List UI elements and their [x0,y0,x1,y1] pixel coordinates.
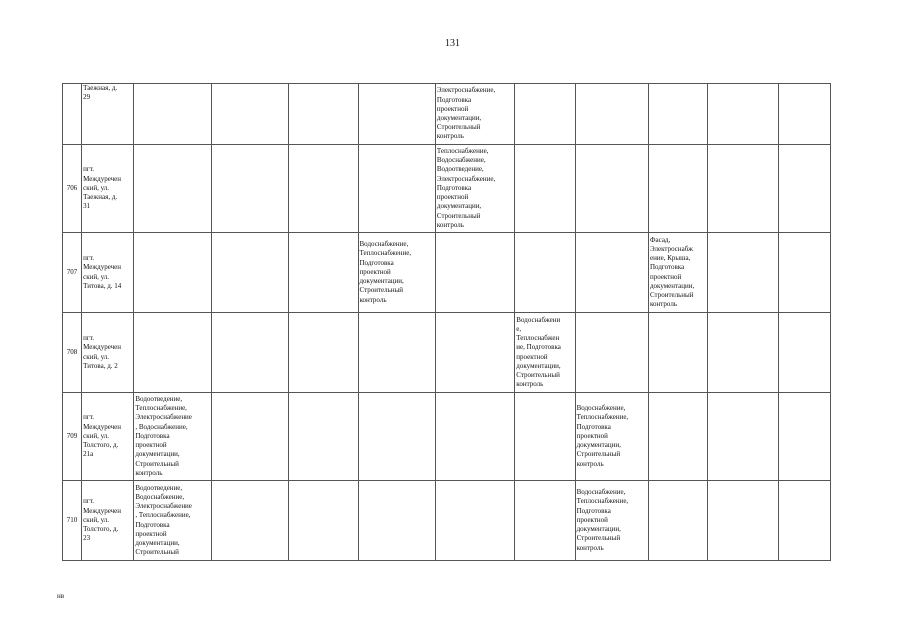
address-cell: Таежная, д. 29 [82,84,134,145]
work-cell [778,393,830,481]
row-number: 710 [63,481,82,561]
work-cell [575,233,648,313]
table-row [63,481,831,561]
work-cell [211,393,288,481]
work-cell [211,313,288,393]
work-cell [515,145,575,233]
work-cell [515,481,575,561]
work-cell [289,84,358,145]
row-number: 706 [63,145,82,233]
row-number: 708 [63,313,82,393]
work-cell [211,145,288,233]
address-cell: пгт. Междуречен ский, ул. Титова, д. 14 [82,233,134,313]
address-cell: пгт. Междуречен ский, ул. Толстого, д. 21а [82,393,134,481]
work-cell [211,84,288,145]
work-cell [211,481,288,561]
table-row [63,233,831,313]
address-cell: пгт. Междуречен ский, ул. Таежная, д. 31 [82,145,134,233]
work-cell [289,145,358,233]
work-cell [708,313,778,393]
work-cell: Водоснабжение, Теплоснабжение, Подготовка проектной документации, Строительный контроль [358,233,435,313]
address-cell: пгт. Междуречен ский, ул. Титова, д. 2 [82,313,134,393]
row-number [63,84,82,145]
work-cell [708,145,778,233]
work-cell [778,481,830,561]
work-cell: Теплоснабжение, Водоснабжение, Водоотведение, Электроснабжение, Подготовка проектной документации, Строительный контроль [435,145,514,233]
work-cell [515,393,575,481]
work-cell [211,233,288,313]
work-cell: Фасад, Электроснабж ение, Крыша, Подготовка проектной документации, Строительный контроль [648,233,707,313]
work-cell: Водоснабжени е, Теплоснабжен ие, Подготовка проектной документации, Строительный контроль [515,313,575,393]
work-cell [358,393,435,481]
work-cell [515,84,575,145]
table-row [63,145,831,233]
work-cell [134,233,211,313]
work-cell [435,233,514,313]
work-cell [134,313,211,393]
table-row [63,393,831,481]
work-cell [648,84,707,145]
row-number: 707 [63,233,82,313]
work-cell [515,233,575,313]
work-cell [289,233,358,313]
work-cell [648,145,707,233]
work-cell [289,313,358,393]
work-cell [134,145,211,233]
work-cell [778,233,830,313]
work-cell [708,233,778,313]
work-cell: Водоснабжение, Теплоснабжение, Подготовка проектной документации, Строительный контроль [575,393,648,481]
work-cell [435,313,514,393]
work-cell [708,481,778,561]
work-cell: Электроснабжение, Подготовка проектной документации, Строительный контроль [435,84,514,145]
work-cell [134,84,211,145]
work-cell [358,481,435,561]
work-cell [435,481,514,561]
work-cell [358,313,435,393]
work-cell [648,481,707,561]
work-cell [708,393,778,481]
work-cell [648,313,707,393]
capital-repair-table [62,83,831,561]
work-cell [778,145,830,233]
work-cell [575,313,648,393]
work-cell [358,84,435,145]
footer-mark: нв [57,592,65,600]
work-cell: Водоотведение, Водоснабжение, Электроснабжение , Теплоснабжение, Подготовка проектной документации, Строительный [134,481,211,561]
work-cell [289,393,358,481]
work-cell [435,393,514,481]
work-cell [708,84,778,145]
work-cell [289,481,358,561]
work-cell [575,145,648,233]
work-cell [648,393,707,481]
work-cell [778,313,830,393]
table-row [63,84,831,145]
work-cell: Водоснабжение, Теплоснабжение, Подготовка проектной документации, Строительный контроль [575,481,648,561]
address-cell: пгт. Междуречен ский, ул. Толстого, д. 23 [82,481,134,561]
page-number: 131 [445,38,460,49]
work-cell [575,84,648,145]
work-cell [358,145,435,233]
work-cell: Водоотведение, Теплоснабжение, Электроснабжение , Водоснабжение, Подготовка проектной документации, Строительный контроль [134,393,211,481]
work-cell [778,84,830,145]
row-number: 709 [63,393,82,481]
table-row [63,313,831,393]
